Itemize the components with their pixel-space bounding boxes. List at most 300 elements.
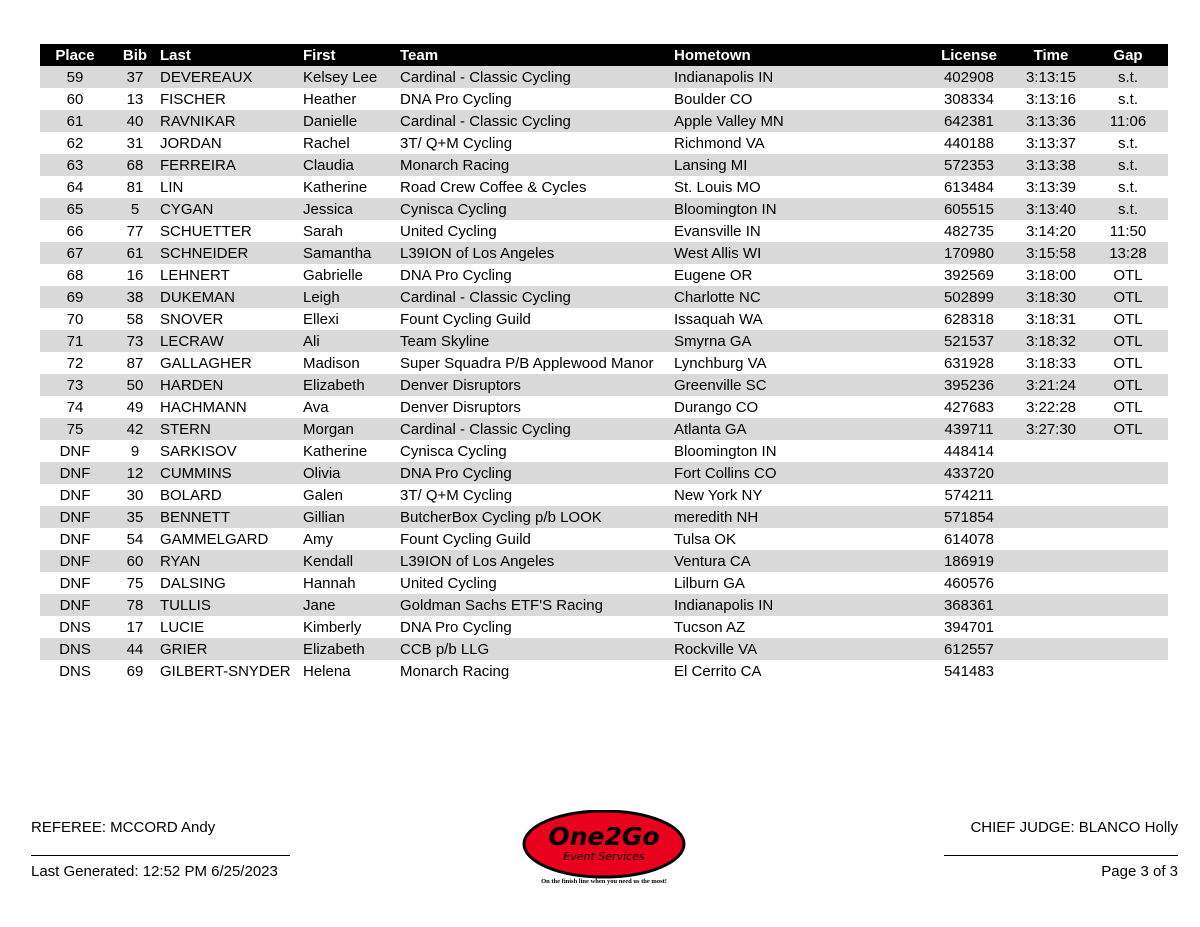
cell-place: 73 bbox=[40, 374, 110, 396]
cell-hometown: Bloomington IN bbox=[674, 442, 777, 460]
cell-team: 3T/ Q+M Cycling bbox=[400, 486, 513, 504]
cell-time bbox=[1014, 440, 1088, 462]
cell-gap bbox=[1088, 638, 1168, 660]
cell-gap: OTL bbox=[1113, 354, 1143, 372]
cell-license: 368361 bbox=[924, 594, 1014, 616]
cell-last: GRIER bbox=[160, 638, 303, 660]
table-row bbox=[40, 352, 1168, 374]
cell-gap bbox=[1088, 506, 1168, 528]
cell-hometown: New York NY bbox=[674, 486, 763, 504]
cell-hometown: St. Louis MO bbox=[674, 178, 761, 196]
cell-time bbox=[1014, 462, 1088, 484]
logo-tagline: On the finish line when you need us the most! bbox=[541, 878, 667, 885]
cell-hometown: El Cerrito CA bbox=[674, 662, 762, 680]
cell-time: 3:13:16 bbox=[1025, 90, 1077, 108]
cell-team: Goldman Sachs ETF'S Racing bbox=[400, 594, 674, 616]
cell-hometown: Lilburn GA bbox=[674, 574, 745, 592]
cell-bib: 44 bbox=[110, 638, 160, 660]
cell-place: DNF bbox=[59, 486, 91, 504]
cell-place: DNF bbox=[59, 442, 91, 460]
cell-last: LEHNERT bbox=[160, 266, 230, 284]
cell-license: 448414 bbox=[943, 442, 995, 460]
cell-gap: OTL bbox=[1088, 286, 1168, 308]
cell-hometown: Tucson AZ bbox=[674, 618, 746, 636]
cell-team: United Cycling bbox=[400, 222, 497, 240]
table-row bbox=[40, 198, 1168, 220]
cell-first: Katherine bbox=[303, 178, 368, 196]
cell-license: 395236 bbox=[924, 374, 1014, 396]
cell-place: 72 bbox=[66, 354, 84, 372]
cell-time bbox=[1014, 594, 1088, 616]
cell-last: CYGAN bbox=[160, 198, 303, 220]
cell-first: Helena bbox=[303, 662, 351, 680]
cell-bib: 78 bbox=[110, 594, 160, 616]
cell-last: BENNETT bbox=[160, 506, 303, 528]
cell-last: SNOVER bbox=[160, 310, 224, 328]
cell-bib: 87 bbox=[126, 354, 144, 372]
table-row bbox=[40, 660, 1168, 682]
cell-hometown: West Allis WI bbox=[674, 242, 924, 264]
cell-first: Samantha bbox=[303, 242, 400, 264]
cell-hometown: Fort Collins CO bbox=[674, 462, 924, 484]
cell-place: DNS bbox=[59, 662, 91, 680]
cell-gap bbox=[1088, 462, 1168, 484]
cell-first: Leigh bbox=[303, 286, 400, 308]
cell-gap: s.t. bbox=[1117, 90, 1138, 108]
cell-team: 3T/ Q+M Cycling bbox=[400, 134, 513, 152]
cell-first: Kendall bbox=[303, 550, 400, 572]
cell-time: 3:18:00 bbox=[1025, 266, 1077, 284]
cell-team: Denver Disruptors bbox=[400, 398, 521, 416]
cell-gap: OTL bbox=[1088, 330, 1168, 352]
cell-license: 502899 bbox=[924, 286, 1014, 308]
cell-first: Ava bbox=[303, 398, 329, 416]
cell-time: 3:14:20 bbox=[1025, 222, 1077, 240]
cell-bib: 35 bbox=[110, 506, 160, 528]
cell-hometown: Apple Valley MN bbox=[674, 110, 924, 132]
cell-time: 3:13:15 bbox=[1014, 66, 1088, 88]
cell-time bbox=[1014, 550, 1088, 572]
cell-last: STERN bbox=[160, 418, 303, 440]
table-row bbox=[40, 330, 1168, 352]
table-row bbox=[40, 572, 1168, 594]
cell-bib: 42 bbox=[110, 418, 160, 440]
cell-place: DNF bbox=[40, 506, 110, 528]
cell-gap: s.t. bbox=[1088, 154, 1168, 176]
cell-hometown: Rockville VA bbox=[674, 638, 924, 660]
cell-last: CUMMINS bbox=[160, 462, 303, 484]
cell-team: DNA Pro Cycling bbox=[400, 618, 512, 636]
last-generated: Last Generated: 12:52 PM 6/25/2023 bbox=[31, 863, 278, 880]
cell-license: 614078 bbox=[943, 530, 995, 548]
cell-hometown: Indianapolis IN bbox=[674, 66, 924, 88]
cell-license: 574211 bbox=[944, 486, 994, 504]
table-row bbox=[40, 484, 1168, 506]
cell-time: 3:22:28 bbox=[1025, 398, 1077, 416]
column-header-team: Team bbox=[400, 44, 674, 66]
cell-team: United Cycling bbox=[400, 574, 497, 592]
cell-time bbox=[1014, 506, 1088, 528]
table-row bbox=[40, 154, 1168, 176]
cell-bib: 17 bbox=[126, 618, 144, 636]
table-row bbox=[40, 528, 1168, 550]
cell-time: 3:18:32 bbox=[1014, 330, 1088, 352]
cell-hometown: Durango CO bbox=[674, 398, 759, 416]
cell-team: L39ION of Los Angeles bbox=[400, 550, 674, 572]
cell-place: DNF bbox=[40, 462, 110, 484]
cell-hometown: Charlotte NC bbox=[674, 286, 924, 308]
cell-last: GALLAGHER bbox=[160, 354, 252, 372]
column-header-last: Last bbox=[160, 44, 303, 66]
cell-time bbox=[1014, 572, 1088, 594]
cell-last: RYAN bbox=[160, 550, 303, 572]
cell-place: 68 bbox=[66, 266, 84, 284]
cell-license: 613484 bbox=[943, 178, 995, 196]
cell-license: 439711 bbox=[924, 418, 1014, 440]
cell-time: 3:13:36 bbox=[1014, 110, 1088, 132]
cell-time: 3:13:39 bbox=[1025, 178, 1077, 196]
cell-first: Olivia bbox=[303, 462, 400, 484]
cell-last: SCHUETTER bbox=[160, 222, 252, 240]
cell-team: Denver Disruptors bbox=[400, 374, 674, 396]
cell-hometown: Atlanta GA bbox=[674, 418, 924, 440]
cell-license: 170980 bbox=[924, 242, 1014, 264]
cell-time bbox=[1014, 638, 1088, 660]
cell-license: 605515 bbox=[924, 198, 1014, 220]
cell-gap: 13:28 bbox=[1088, 242, 1168, 264]
cell-license: 402908 bbox=[924, 66, 1014, 88]
cell-hometown: Eugene OR bbox=[674, 266, 753, 284]
cell-gap bbox=[1088, 572, 1168, 594]
cell-last: GAMMELGARD bbox=[160, 530, 269, 548]
column-header-first: First bbox=[303, 44, 400, 66]
referee-label: REFEREE: MCCORD Andy bbox=[31, 819, 216, 836]
cell-place: DNS bbox=[40, 638, 110, 660]
cell-bib: 12 bbox=[110, 462, 160, 484]
cell-gap bbox=[1088, 660, 1168, 682]
cell-first: Kimberly bbox=[303, 618, 362, 636]
cell-hometown: Ventura CA bbox=[674, 550, 924, 572]
cell-last: TULLIS bbox=[160, 594, 303, 616]
cell-last: SARKISOV bbox=[160, 442, 237, 460]
cell-gap: s.t. bbox=[1088, 66, 1168, 88]
cell-time: 3:27:30 bbox=[1014, 418, 1088, 440]
cell-license: 394701 bbox=[943, 618, 995, 636]
cell-place: 62 bbox=[66, 134, 84, 152]
cell-license: 427683 bbox=[943, 398, 995, 416]
cell-first: Galen bbox=[303, 486, 344, 504]
cell-place: DNF bbox=[59, 530, 91, 548]
cell-gap bbox=[1088, 550, 1168, 572]
cell-hometown: Lynchburg VA bbox=[674, 354, 767, 372]
cell-time: 3:13:40 bbox=[1014, 198, 1088, 220]
cell-bib: 61 bbox=[110, 242, 160, 264]
table-row bbox=[40, 308, 1168, 330]
cell-license: 628318 bbox=[943, 310, 995, 328]
cell-first: Rachel bbox=[303, 134, 350, 152]
chief-judge-signature-line bbox=[944, 855, 1178, 856]
cell-bib: 5 bbox=[110, 198, 160, 220]
cell-first: Amy bbox=[303, 530, 333, 548]
table-row bbox=[40, 110, 1168, 132]
cell-first: Claudia bbox=[303, 154, 400, 176]
cell-team: Cardinal - Classic Cycling bbox=[400, 286, 674, 308]
cell-place: 60 bbox=[66, 90, 84, 108]
cell-bib: 73 bbox=[110, 330, 160, 352]
cell-time: 3:15:58 bbox=[1014, 242, 1088, 264]
cell-bib: 40 bbox=[110, 110, 160, 132]
cell-place: 75 bbox=[40, 418, 110, 440]
cell-first: Kelsey Lee bbox=[303, 66, 400, 88]
cell-first: Hannah bbox=[303, 574, 356, 592]
cell-last: LECRAW bbox=[160, 330, 303, 352]
cell-hometown: Bloomington IN bbox=[674, 198, 924, 220]
cell-bib: 77 bbox=[126, 222, 144, 240]
cell-gap: OTL bbox=[1088, 374, 1168, 396]
cell-gap bbox=[1088, 594, 1168, 616]
cell-gap: OTL bbox=[1113, 266, 1143, 284]
cell-license: 433720 bbox=[924, 462, 1014, 484]
cell-gap: 11:06 bbox=[1088, 110, 1168, 132]
cell-team: ButcherBox Cycling p/b LOOK bbox=[400, 506, 674, 528]
table-row bbox=[40, 132, 1168, 154]
cell-gap bbox=[1088, 484, 1168, 506]
table-row bbox=[40, 88, 1168, 110]
column-header-hometown: Hometown bbox=[674, 44, 924, 66]
cell-bib: 68 bbox=[110, 154, 160, 176]
cell-team: DNA Pro Cycling bbox=[400, 462, 674, 484]
cell-place: 69 bbox=[40, 286, 110, 308]
cell-last: SCHNEIDER bbox=[160, 242, 303, 264]
table-row bbox=[40, 66, 1168, 88]
cell-hometown: Indianapolis IN bbox=[674, 594, 924, 616]
cell-place: 74 bbox=[66, 398, 84, 416]
cell-place: DNF bbox=[59, 574, 91, 592]
cell-gap: s.t. bbox=[1117, 178, 1138, 196]
cell-place: 71 bbox=[40, 330, 110, 352]
cell-last: DEVEREAUX bbox=[160, 66, 303, 88]
cell-team: Fount Cycling Guild bbox=[400, 530, 531, 548]
cell-place: DNS bbox=[59, 618, 91, 636]
cell-time bbox=[1014, 616, 1088, 638]
cell-last: HACHMANN bbox=[160, 398, 247, 416]
cell-bib: 13 bbox=[126, 90, 144, 108]
cell-place: 66 bbox=[66, 222, 84, 240]
cell-time: 3:18:31 bbox=[1025, 310, 1077, 328]
cell-hometown: Tulsa OK bbox=[674, 530, 736, 548]
cell-team: Cardinal - Classic Cycling bbox=[400, 66, 674, 88]
cell-team: Cynisca Cycling bbox=[400, 198, 674, 220]
table-row bbox=[40, 176, 1168, 198]
cell-hometown: Evansville IN bbox=[674, 222, 761, 240]
cell-gap: OTL bbox=[1113, 310, 1143, 328]
cell-time bbox=[1014, 484, 1088, 506]
cell-last: FERREIRA bbox=[160, 154, 303, 176]
table-row bbox=[40, 374, 1168, 396]
cell-bib: 49 bbox=[126, 398, 144, 416]
column-header-license: License bbox=[924, 44, 1014, 66]
cell-time bbox=[1014, 660, 1088, 682]
cell-first: Elizabeth bbox=[303, 374, 400, 396]
cell-license: 541483 bbox=[943, 662, 995, 680]
table-row bbox=[40, 264, 1168, 286]
table-row bbox=[40, 462, 1168, 484]
cell-license: 572353 bbox=[924, 154, 1014, 176]
cell-bib: 38 bbox=[110, 286, 160, 308]
cell-last: DUKEMAN bbox=[160, 286, 303, 308]
cell-place: 63 bbox=[40, 154, 110, 176]
cell-license: 308334 bbox=[943, 90, 995, 108]
cell-bib: 81 bbox=[126, 178, 144, 196]
cell-license: 642381 bbox=[924, 110, 1014, 132]
cell-hometown: Greenville SC bbox=[674, 374, 924, 396]
table-row bbox=[40, 220, 1168, 242]
cell-gap: 11:50 bbox=[1109, 222, 1147, 240]
chief-judge-label: CHIEF JUDGE: BLANCO Holly bbox=[970, 819, 1178, 836]
table-row bbox=[40, 440, 1168, 462]
cell-team: Road Crew Coffee & Cycles bbox=[400, 178, 587, 196]
cell-license: 571854 bbox=[924, 506, 1014, 528]
cell-first: Gabrielle bbox=[303, 266, 364, 284]
cell-license: 186919 bbox=[924, 550, 1014, 572]
cell-first: Morgan bbox=[303, 418, 400, 440]
cell-bib: 75 bbox=[126, 574, 144, 592]
cell-team: Super Squadra P/B Applewood Manor bbox=[400, 354, 654, 372]
logo-brand: One2Go bbox=[548, 822, 660, 851]
cell-last: HARDEN bbox=[160, 374, 303, 396]
cell-place: DNF bbox=[40, 594, 110, 616]
cell-first: Madison bbox=[303, 354, 360, 372]
cell-team: Monarch Racing bbox=[400, 662, 510, 680]
cell-hometown: Smyrna GA bbox=[674, 330, 924, 352]
header-row bbox=[40, 44, 1168, 66]
cell-last: RAVNIKAR bbox=[160, 110, 303, 132]
one2go-logo bbox=[520, 810, 688, 886]
cell-gap bbox=[1088, 440, 1168, 462]
cell-place: 64 bbox=[66, 178, 84, 196]
cell-place: 59 bbox=[40, 66, 110, 88]
cell-first: Elizabeth bbox=[303, 638, 400, 660]
cell-team: Team Skyline bbox=[400, 330, 674, 352]
cell-gap: s.t. bbox=[1088, 198, 1168, 220]
table-row bbox=[40, 594, 1168, 616]
cell-license: 521537 bbox=[924, 330, 1014, 352]
column-header-gap: Gap bbox=[1088, 44, 1168, 66]
column-header-time: Time bbox=[1014, 44, 1088, 66]
cell-hometown: Richmond VA bbox=[674, 134, 765, 152]
cell-team: Fount Cycling Guild bbox=[400, 310, 531, 328]
cell-time: 3:18:33 bbox=[1025, 354, 1077, 372]
cell-hometown: Issaquah WA bbox=[674, 310, 763, 328]
column-header-bib: Bib bbox=[110, 44, 160, 66]
cell-bib: 30 bbox=[126, 486, 144, 504]
cell-license: 460576 bbox=[943, 574, 995, 592]
cell-last: BOLARD bbox=[160, 486, 222, 504]
cell-bib: 54 bbox=[126, 530, 144, 548]
cell-place: 67 bbox=[40, 242, 110, 264]
cell-first: Sarah bbox=[303, 222, 344, 240]
cell-last: LUCIE bbox=[160, 618, 205, 636]
cell-bib: 9 bbox=[130, 442, 140, 460]
table-row bbox=[40, 550, 1168, 572]
table-row bbox=[40, 418, 1168, 440]
cell-team: Cardinal - Classic Cycling bbox=[400, 418, 674, 440]
results-body bbox=[40, 66, 1168, 682]
cell-hometown: Lansing MI bbox=[674, 154, 924, 176]
table-row bbox=[40, 638, 1168, 660]
cell-team: DNA Pro Cycling bbox=[400, 266, 512, 284]
cell-time bbox=[1014, 528, 1088, 550]
cell-team: CCB p/b LLG bbox=[400, 638, 674, 660]
cell-place: DNF bbox=[40, 550, 110, 572]
cell-bib: 69 bbox=[126, 662, 144, 680]
cell-last: JORDAN bbox=[160, 134, 222, 152]
cell-place: 70 bbox=[66, 310, 84, 328]
cell-license: 482735 bbox=[943, 222, 995, 240]
cell-last: DALSING bbox=[160, 574, 226, 592]
page-number: Page 3 of 3 bbox=[1101, 863, 1178, 880]
cell-first: Jane bbox=[303, 594, 400, 616]
table-row bbox=[40, 242, 1168, 264]
logo-subtitle: Event Services bbox=[563, 850, 645, 863]
cell-last: FISCHER bbox=[160, 90, 226, 108]
cell-license: 612557 bbox=[924, 638, 1014, 660]
cell-team: DNA Pro Cycling bbox=[400, 90, 512, 108]
cell-team: Monarch Racing bbox=[400, 154, 674, 176]
table-row bbox=[40, 286, 1168, 308]
cell-bib: 37 bbox=[110, 66, 160, 88]
cell-last: LIN bbox=[160, 178, 184, 196]
cell-gap: OTL bbox=[1088, 418, 1168, 440]
cell-first: Ali bbox=[303, 330, 400, 352]
cell-hometown: meredith NH bbox=[674, 506, 924, 528]
cell-team: Cynisca Cycling bbox=[400, 442, 507, 460]
cell-place: 61 bbox=[40, 110, 110, 132]
cell-first: Gillian bbox=[303, 506, 400, 528]
cell-bib: 50 bbox=[110, 374, 160, 396]
column-header-place: Place bbox=[40, 44, 110, 66]
cell-license: 440188 bbox=[943, 134, 995, 152]
cell-hometown: Boulder CO bbox=[674, 90, 753, 108]
results-table bbox=[40, 44, 1168, 682]
cell-first: Danielle bbox=[303, 110, 400, 132]
cell-bib: 60 bbox=[110, 550, 160, 572]
cell-place: 65 bbox=[40, 198, 110, 220]
cell-first: Heather bbox=[303, 90, 357, 108]
cell-bib: 16 bbox=[126, 266, 144, 284]
table-row bbox=[40, 396, 1168, 418]
cell-team: Cardinal - Classic Cycling bbox=[400, 110, 674, 132]
cell-first: Katherine bbox=[303, 442, 368, 460]
cell-first: Jessica bbox=[303, 198, 400, 220]
cell-bib: 31 bbox=[126, 134, 144, 152]
table-row bbox=[40, 616, 1168, 638]
referee-signature-line bbox=[31, 855, 290, 856]
cell-gap bbox=[1088, 616, 1168, 638]
cell-first: Ellexi bbox=[303, 310, 339, 328]
cell-last: GILBERT-SNYDER bbox=[160, 662, 291, 680]
table-row bbox=[40, 506, 1168, 528]
cell-gap bbox=[1088, 528, 1168, 550]
cell-gap: OTL bbox=[1113, 398, 1143, 416]
cell-time: 3:18:30 bbox=[1014, 286, 1088, 308]
cell-license: 392569 bbox=[943, 266, 995, 284]
cell-team: L39ION of Los Angeles bbox=[400, 242, 674, 264]
cell-time: 3:21:24 bbox=[1014, 374, 1088, 396]
cell-gap: s.t. bbox=[1117, 134, 1138, 152]
cell-bib: 58 bbox=[126, 310, 144, 328]
cell-license: 631928 bbox=[943, 354, 995, 372]
